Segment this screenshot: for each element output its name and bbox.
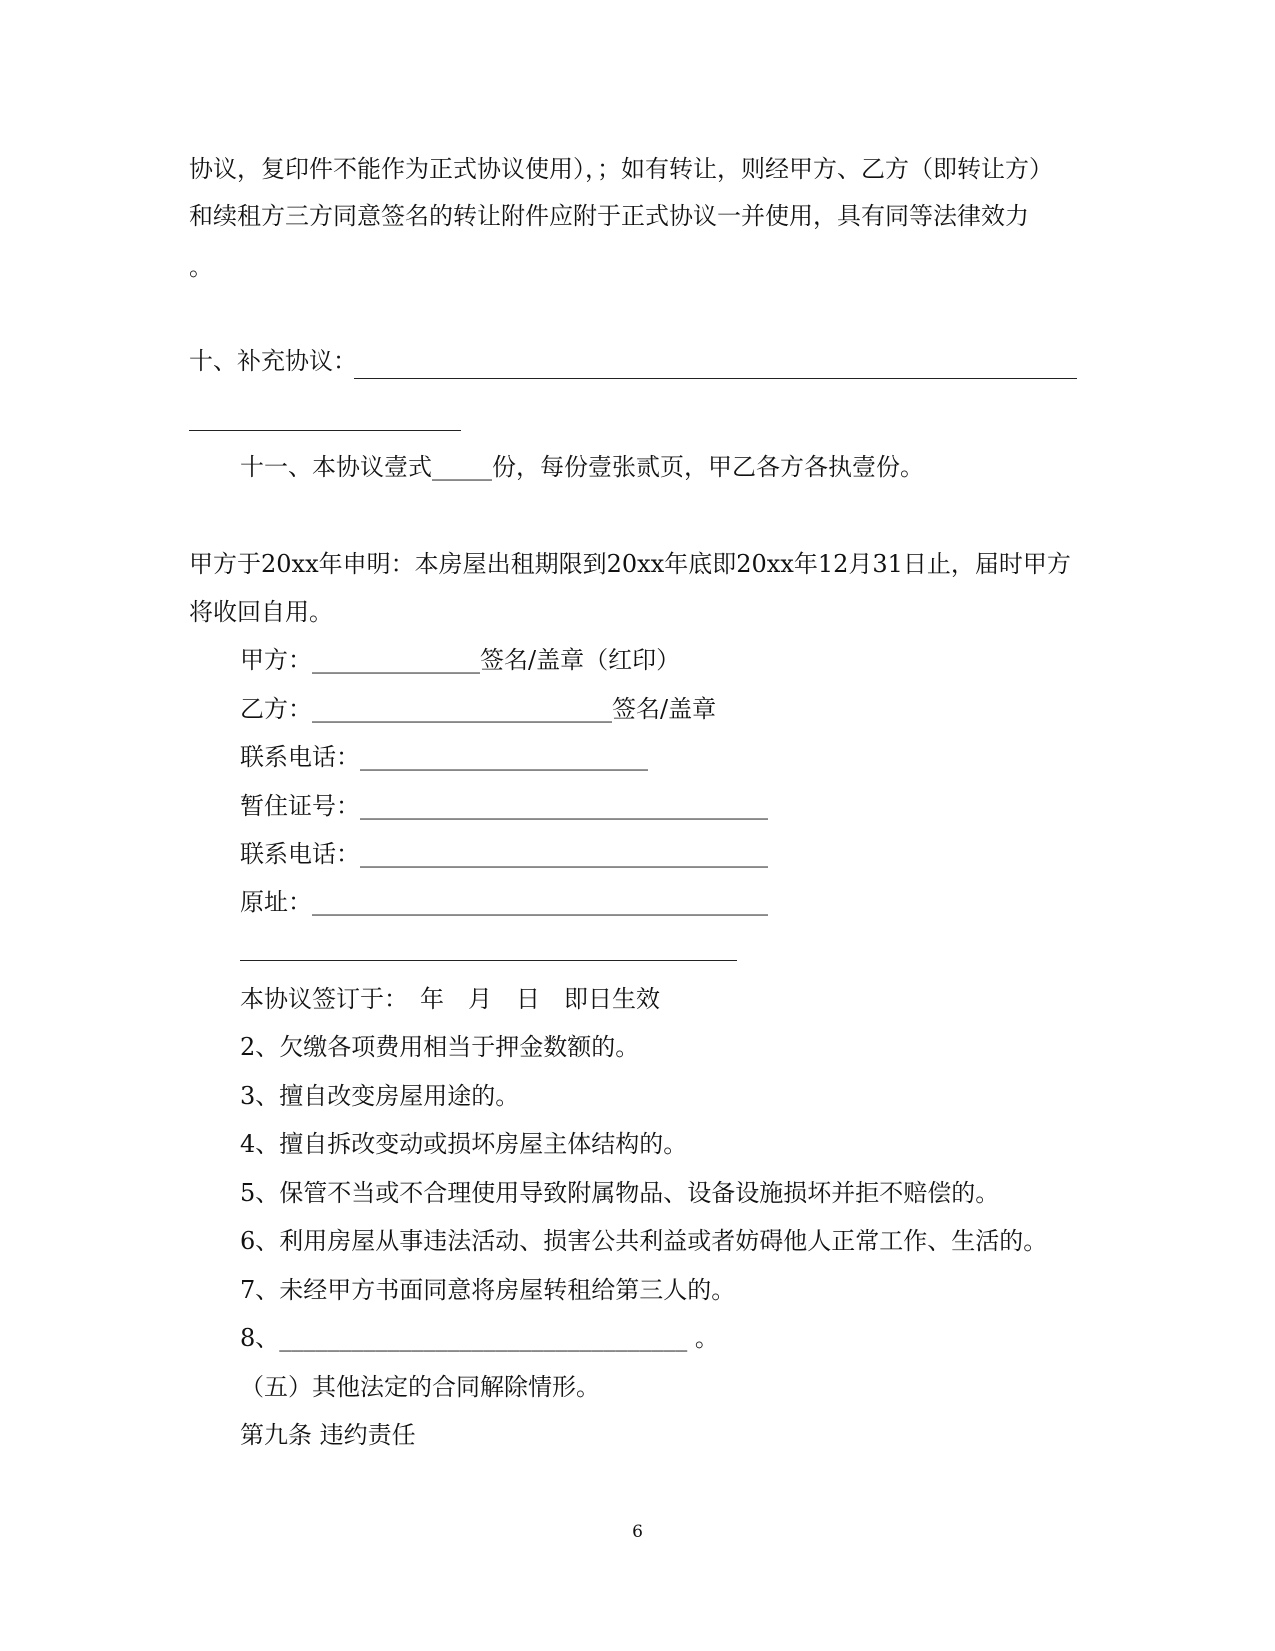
- clause-11-copies: 十一、本协议壹式_____份，每份壹张贰页，甲乙各方各执壹份。: [240, 453, 924, 481]
- party-a-signature: 甲方：______________签名/盖章（红印）: [240, 646, 681, 674]
- supplementary-blank-line: [189, 430, 461, 431]
- list-item: 5、保管不当或不合理使用导致附属物品、设备设施损坏并拒不赔偿的。: [240, 1179, 1000, 1207]
- paragraph-line: 和续租方三方同意签名的转让附件应附于正式协议一并使用，具有同等法律效力: [189, 202, 1029, 230]
- party-b-signature: 乙方：_________________________签名/盖章: [240, 695, 717, 723]
- supplementary-blank-line: [354, 378, 1077, 379]
- paragraph-line: 。: [189, 253, 213, 281]
- residence-permit-number: 暂住证号：__________________________________: [240, 792, 768, 820]
- page-number: 6: [632, 1522, 643, 1542]
- address-blank-line: [240, 960, 737, 961]
- list-item: 7、未经甲方书面同意将房屋转租给第三人的。: [240, 1276, 736, 1304]
- list-item: 8、__________________________________ 。: [240, 1324, 719, 1352]
- list-item: 4、擅自拆改变动或损坏房屋主体结构的。: [240, 1130, 688, 1158]
- list-item: （五）其他法定的合同解除情形。: [240, 1373, 600, 1401]
- contact-phone: 联系电话：__________________________________: [240, 840, 768, 868]
- contact-phone: 联系电话：________________________: [240, 743, 648, 771]
- list-item: 2、欠缴各项费用相当于押金数额的。: [240, 1033, 640, 1061]
- signing-date-line: 本协议签订于： 年 月 日 即日生效: [240, 985, 660, 1013]
- section-heading: 第九条 违约责任: [240, 1421, 416, 1449]
- list-item: 3、擅自改变房屋用途的。: [240, 1082, 520, 1110]
- declaration-line: 甲方于20xx年申明：本房屋出租期限到20xx年底即20xx年12月31日止，届时甲方: [189, 550, 1071, 578]
- original-address: 原址：______________________________________: [240, 888, 768, 916]
- list-item: 6、利用房屋从事违法活动、损害公共利益或者妨碍他人正常工作、生活的。: [240, 1227, 1048, 1255]
- paragraph-line: 协议，复印件不能作为正式协议使用），；如有转让，则经甲方、乙方（即转让方）: [189, 155, 1053, 183]
- declaration-line: 将收回自用。: [189, 598, 333, 626]
- clause-10-supplementary-label: 十、补充协议：: [189, 347, 357, 375]
